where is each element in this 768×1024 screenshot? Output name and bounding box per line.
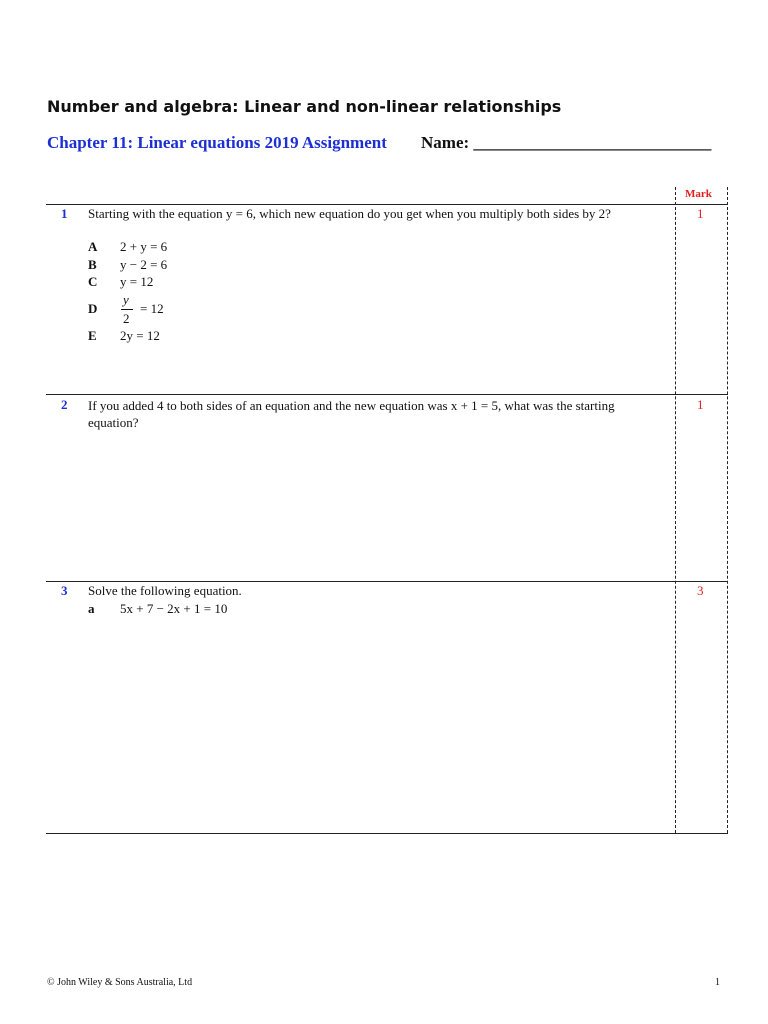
name-field-label: Name: ____________________________ [421,133,712,152]
question-mark-3: 3 [697,583,704,598]
section-heading: Number and algebra: Linear and non-linear relationships [47,97,562,116]
option-letter-b: B [88,257,97,272]
question-text-3: Solve the following equation. [88,583,242,598]
question-number-1: 1 [61,206,68,221]
mark-column-right-border [727,187,728,833]
question-text-2: If you added 4 to both sides of an equation and the new equation was x + 1 = 5, what was the starting equation? [88,398,615,430]
option-d-fraction-bar [121,309,133,310]
row-divider-1 [46,394,728,395]
mark-column-left-border [675,187,676,833]
question-number-2: 2 [61,397,68,412]
page-number: 1 [715,977,720,988]
question-number-3: 3 [61,583,68,598]
option-letter-a: A [88,239,98,254]
part-text-a: 5x + 7 − 2x + 1 = 10 [120,601,228,616]
option-letter-d: D [88,301,98,316]
chapter-title: Chapter 11: Linear equations 2019 Assignment [47,133,387,152]
question-mark-1: 1 [697,206,704,221]
option-d-rhs: = 12 [140,301,164,316]
part-letter-a: a [88,601,95,616]
option-d-numerator: y [123,292,129,307]
option-text-a: 2 + y = 6 [120,239,168,254]
option-letter-e: E [88,328,97,343]
option-text-e: 2y = 12 [120,328,160,343]
option-text-c: y = 12 [120,274,154,289]
mark-column-label: Mark [685,188,712,200]
question-mark-2: 1 [697,397,704,412]
copyright-footer: © John Wiley & Sons Australia, Ltd [47,977,193,988]
option-d-denominator: 2 [123,311,130,326]
question-text-1: Starting with the equation y = 6, which new equation do you get when you multiply both sides by 2? [88,206,611,221]
option-letter-c: C [88,274,98,289]
table-bottom-rule [46,833,728,834]
option-text-b: y − 2 = 6 [120,257,168,272]
